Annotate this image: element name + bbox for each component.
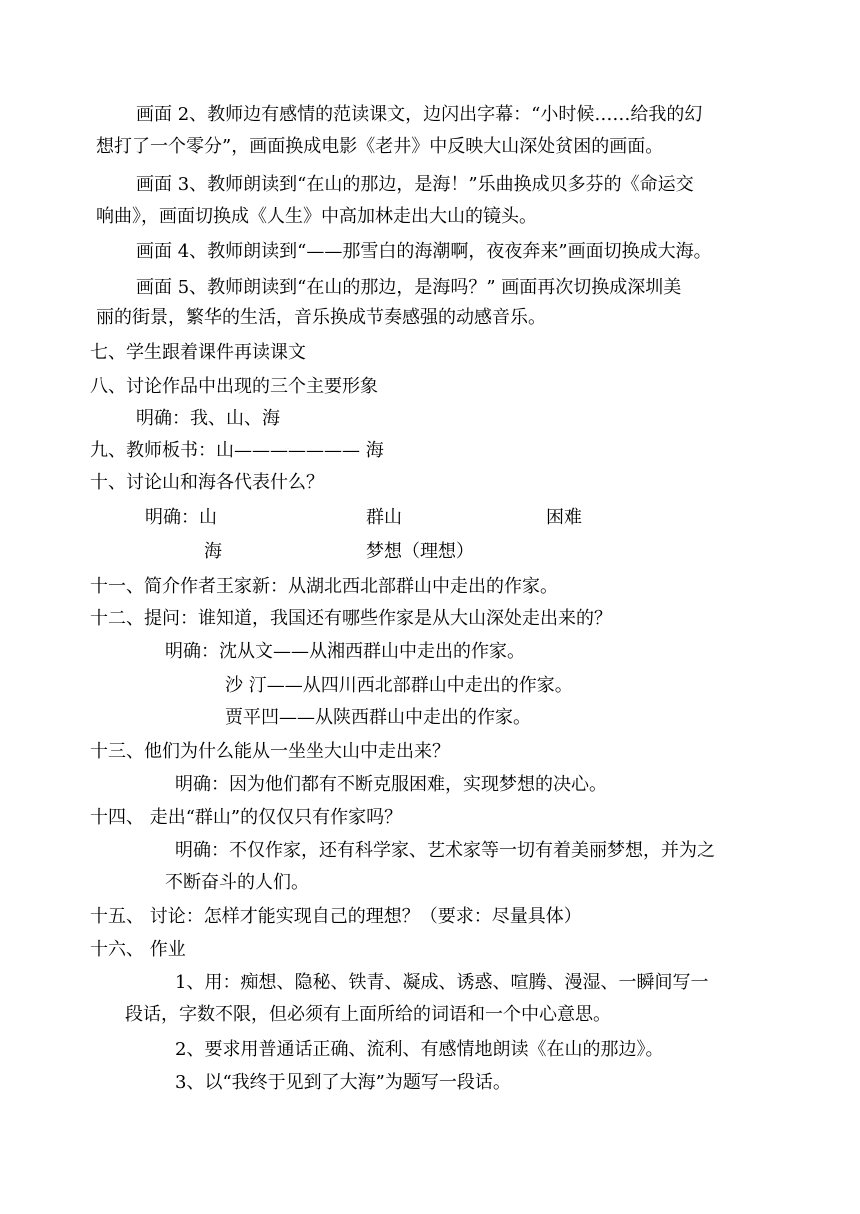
section-heading: 九、教师板书：山——————— 海 — [90, 440, 384, 461]
section-heading: 八、讨论作品中出现的三个主要形象 — [90, 376, 378, 397]
section-heading: 十三、他们为什么能从一坐坐大山中走出来？ — [90, 741, 450, 762]
section-heading: 十五、 讨论：怎样才能实现自己的理想？（要求：尽量具体） — [90, 906, 582, 927]
text-line: 3、以“我终于见到了大海”为题写一段话。 — [175, 1072, 511, 1093]
text-line: 1、用：痴想、隐秘、铁青、凝成、诱惑、喧腾、漫湿、一瞬间写一 — [175, 972, 709, 993]
section-heading: 十六、 作业 — [90, 939, 186, 960]
text-line: 明确：沈从文——从湘西群山中走出的作家。 — [165, 641, 525, 662]
text-line: 群山 — [366, 507, 402, 528]
text-line: 画面 2、教师边有感情的范读课文，边闪出字幕：“小时候……给我的幻 — [136, 104, 703, 125]
section-heading: 七、学生跟着课件再读课文 — [90, 342, 306, 363]
text-line: 困难 — [546, 507, 582, 528]
text-line: 丽的街景，繁华的生活，音乐换成节奏感强的动感音乐。 — [96, 307, 546, 328]
text-line: 明确：因为他们都有不断克服困难，实现梦想的决心。 — [175, 774, 607, 795]
text-line: 明确：我、山、海 — [136, 408, 280, 429]
text-line: 画面 3、教师朗读到“在山的那边，是海！”乐曲换成贝多芬的《命运交 — [136, 174, 694, 195]
section-heading: 十、讨论山和海各代表什么？ — [90, 472, 324, 493]
section-heading: 十四、 走出“群山”的仅仅只有作家吗？ — [90, 807, 403, 828]
text-line: 段话，字数不限，但必须有上面所给的词语和一个中心意思。 — [125, 1004, 611, 1025]
text-line: 明确：山 — [145, 507, 217, 528]
text-line: 画面 5、教师朗读到“在山的那边，是海吗？” 画面再次切换成深圳美 — [136, 277, 682, 298]
text-line: 海 — [204, 541, 222, 562]
text-line: 明确：不仅作家，还有科学家、艺术家等一切有着美丽梦想，并为之 — [175, 840, 715, 861]
section-heading: 十二、提问：谁知道，我国还有哪些作家是从大山深处走出来的？ — [90, 608, 612, 629]
text-line: 画面 4、教师朗读到“——那雪白的海潮啊，夜夜奔来”画面切换成大海。 — [136, 241, 712, 262]
text-line: 2、要求用普通话正确、流利、有感情地朗读《在山的那边》。 — [175, 1039, 664, 1060]
text-line: 想打了一个零分”，画面换成电影《老井》中反映大山深处贫困的画面。 — [96, 136, 664, 157]
text-line: 沙 汀——从四川西北部群山中走出的作家。 — [225, 675, 573, 696]
text-line: 梦想（理想） — [366, 541, 474, 562]
section-heading: 十一、简介作者王家新：从湖北西北部群山中走出的作家。 — [90, 576, 558, 597]
text-line: 响曲》，画面切换成《人生》中高加林走出大山的镜头。 — [96, 206, 537, 227]
text-line: 贾平凹——从陕西群山中走出的作家。 — [225, 707, 531, 728]
text-line: 不断奋斗的人们。 — [165, 872, 309, 893]
